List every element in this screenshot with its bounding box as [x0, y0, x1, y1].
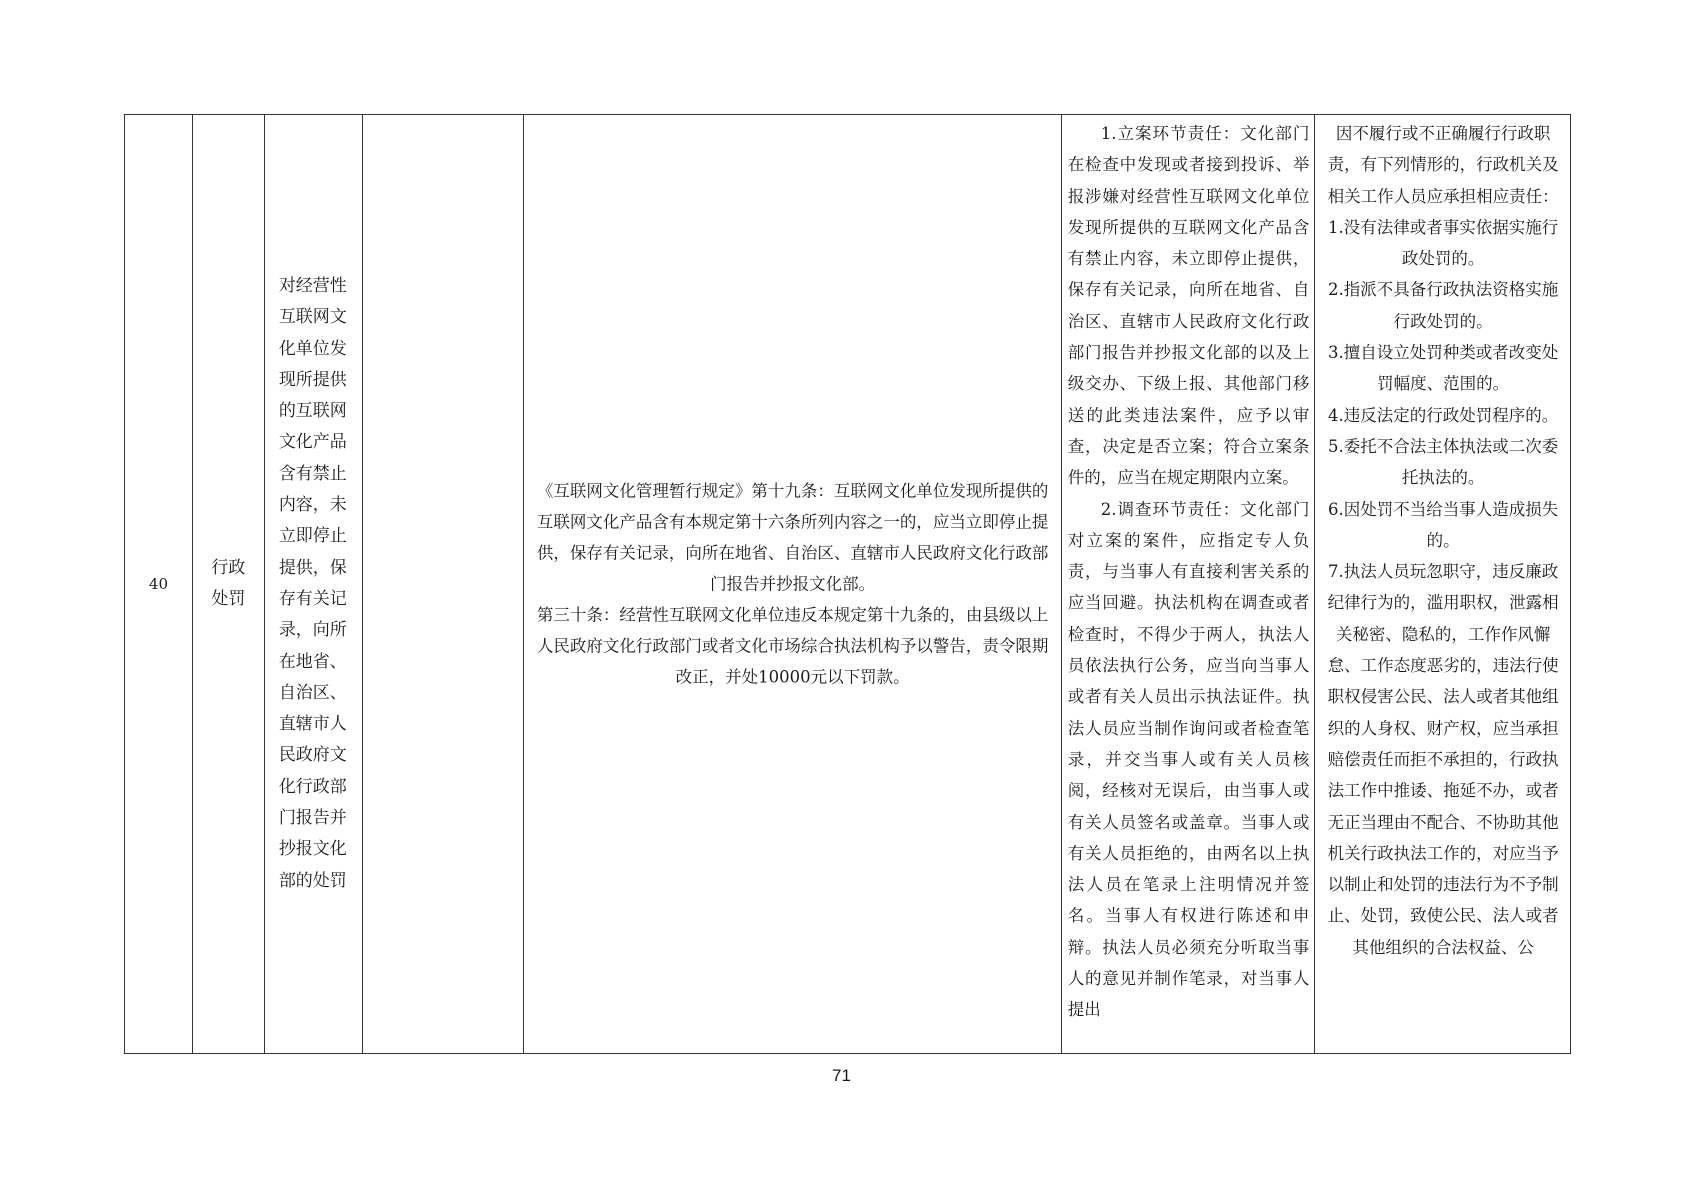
- cell-liability: [1315, 115, 1570, 1053]
- item-name-text: 对经营性互联网文化单位发现所提供的互联网文化产品含有禁止内容，未立即停止提供，保存有关记录，向所在地省、自治区、直辖市人民政府文化行政部门报告并抄报文化部的处罚: [278, 276, 347, 891]
- cell-item-name: [265, 115, 363, 1053]
- cell-legal-basis: [524, 115, 1061, 1053]
- liability-paragraph: 6.因处罚不当给当事人造成损失的。: [1328, 499, 1559, 550]
- basis-paragraph: 《互联网文化管理暂行规定》第十九条：互联网文化单位发现所提供的互联网文化产品含有本规定第十六条所列内容之一的，应当立即停止提供，保存有关记录，向所在地省、自治区、直辖市人民政府文化行政部门报告并抄报文化部。: [536, 481, 1049, 594]
- liability-paragraph: 3.擅自设立处罚种类或者改变处罚幅度、范围的。: [1328, 343, 1559, 394]
- liability-paragraph: 7.执法人员玩忽职守，违反廉政纪律行为的，滥用职权，泄露相关秘密、隐私的，工作作风懈怠、工作态度恶劣的，违法行使职权侵害公民、法人或者其他组织的人身权、财产权，应当承担赔偿责任而拒不承担的，行政执法工作中推诿、拖延不办，或者无正当理由不配合、不协助其他机关行政执法工作的，对应当予以制止和处罚的违法行为不予制止、处罚，致使公民、法人或者其他组织的合法权益、公: [1327, 562, 1559, 957]
- basis-paragraph: 第三十条：经营性互联网文化单位违反本规定第十九条的，由县级以上人民政府文化行政部门或者文化市场综合执法机构予以警告，责令限期改正，并处10000元以下罚款。: [536, 605, 1049, 687]
- cell-empty: [363, 115, 525, 1053]
- duty-paragraph: 1.立案环节责任：文化部门在检查中发现或者接到投诉、举报涉嫌对经营性互联网文化单位发现所提供的互联网文化产品含有禁止内容，未立即停止提供，保存有关记录，向所在地省、自治区、直辖市人民政府文化行政部门报告并抄报文化部的以及上级交办、下级上报、其他部门移送的此类违法案件，应予以审查，决定是否立案；符合立案条件的，应当在规定期限内立案。: [1067, 124, 1310, 488]
- liability-paragraph: 2.指派不具备行政执法资格实施行政处罚的。: [1328, 280, 1559, 331]
- liability-paragraph: 因不履行或不正确履行行政职责，有下列情形的，行政机关及相关工作人员应承担相应责任：: [1327, 124, 1559, 206]
- page-number: 71: [832, 1066, 851, 1085]
- liability-paragraph: 1.没有法律或者事实依据实施行政处罚的。: [1328, 217, 1559, 269]
- category-text: 行政 处罚: [211, 558, 246, 609]
- row-number: 40: [148, 575, 168, 593]
- cell-number: [125, 115, 193, 1053]
- liability-paragraph: 5.委托不合法主体执法或二次委托执法的。: [1328, 436, 1559, 488]
- duties-text: [1062, 118, 1315, 1026]
- table-row: [124, 114, 1571, 1054]
- cell-category: [193, 115, 265, 1053]
- legal-basis-text: [524, 476, 1060, 693]
- cell-duties: [1062, 115, 1316, 1053]
- liability-paragraph: 4.违反法定的行政处罚程序的。: [1328, 405, 1559, 425]
- duty-paragraph: 2.调查环节责任：文化部门对立案的案件，应指定专人负责，与当事人有直接利害关系的应当回避。执法机构在调查或者检查时，不得少于两人，执法人员依法执行公务，应当向当事人或者有关人员出示执法证件。执法人员应当制作询问或者检查笔录，并交当事人或有关人员核阅，经核对无误后，由当事人或有关人员签名或盖章。当事人或有关人员拒绝的，由两名以上执法人员在笔录上注明情况并签名。当事人有权进行陈述和申辩。执法人员必须充分听取当事人的意见并制作笔录，对当事人提出: [1067, 499, 1310, 1020]
- liability-text: [1315, 118, 1570, 963]
